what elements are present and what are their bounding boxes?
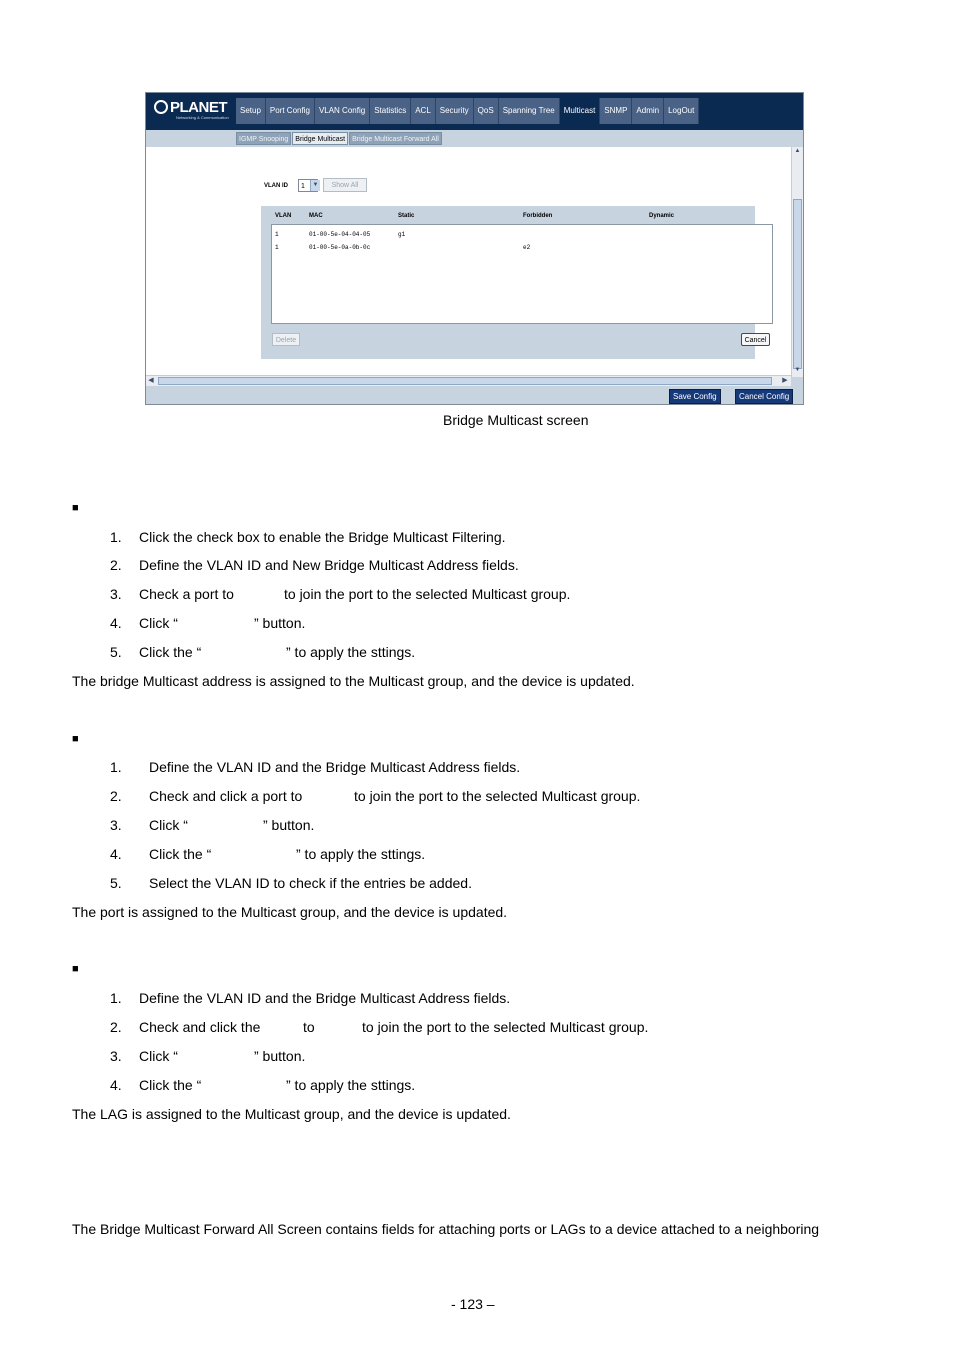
step-text: to join the port to the selected Multicast group. [362,1019,649,1035]
vlan-id-label: VLAN ID [264,183,288,189]
logo-ring-icon [154,100,168,114]
section-summary: The port is assigned to the Multicast group, and the device is updated. [72,904,508,920]
vlan-id-select[interactable]: 1 [298,179,318,192]
section-bullet: ■ [72,733,79,745]
step-text: Define the VLAN ID and the Bridge Multicast Address fields. [139,990,511,1006]
menu-item-setup[interactable]: Setup [236,98,266,124]
cell-mac: 01-00-5e-04-04-05 [309,231,371,238]
step-number: 2. [110,557,122,573]
bridge-multicast-screenshot [145,92,804,405]
content-area [146,147,791,377]
sub-menu [236,132,443,145]
step-text: Click “ [139,615,178,631]
scroll-up-icon[interactable]: ▲ [794,148,801,154]
step-number: 4. [110,1077,122,1093]
figure-caption: Bridge Multicast screen [443,412,589,428]
step-text: ” button. [254,615,306,631]
menu-item-logout[interactable]: LogOut [664,98,699,124]
horizontal-scrollbar[interactable] [146,375,791,386]
step-text: ” to apply the sttings. [286,644,416,660]
step-number: 1. [110,990,122,1006]
section-summary: The bridge Multicast address is assigned to the Multicast group, and the device is updated. [72,673,635,689]
step-number: 2. [110,788,122,804]
menu-item-port-config[interactable]: Port Config [266,98,315,124]
step-text: to [303,1019,315,1035]
footer-bar [146,386,803,404]
vertical-scrollbar[interactable] [791,147,803,377]
tab-igmp-snooping[interactable]: IGMP Snooping [236,132,291,145]
scroll-right-icon[interactable]: ▶ [782,377,788,384]
table-body [271,224,773,324]
menu-item-acl[interactable]: ACL [411,98,436,124]
step-number: 3. [110,586,122,602]
cell-forbidden: e2 [523,244,531,251]
step-text: Click “ [139,1048,178,1064]
step-text: ” button. [254,1048,306,1064]
step-number: 5. [110,644,122,660]
step-text: Click the “ [139,1077,202,1093]
cancel-config-button[interactable]: Cancel Config [735,389,793,404]
step-number: 4. [110,615,122,631]
tab-bridge-multicast-forward-all[interactable]: Bridge Multicast Forward All [349,132,442,145]
step-text: Define the VLAN ID and the Bridge Multicast Address fields. [149,759,521,775]
step-text: Click the “ [139,644,202,660]
step-text: Click the check box to enable the Bridge Multicast Filtering. [139,529,506,545]
logo-text: PLANET [170,99,227,116]
step-number: 5. [110,875,122,891]
step-number: 3. [110,1048,122,1064]
section-summary: The LAG is assigned to the Multicast group, and the device is updated. [72,1106,511,1122]
step-text: Click the “ [149,846,212,862]
step-text: ” to apply the sttings. [286,1077,416,1093]
step-text: to join the port to the selected Multicast group. [284,586,571,602]
menu-item-spanning-tree[interactable]: Spanning Tree [499,98,560,124]
vertical-scroll-thumb[interactable] [793,199,802,369]
step-text: ” button. [263,817,315,833]
step-text: Check a port to [139,586,234,602]
col-header-mac: MAC [309,213,323,219]
logo-subtitle: Networking & Communication [176,115,229,120]
col-header-vlan: VLAN [275,213,292,219]
step-text: Click “ [149,817,188,833]
cell-vlan: 1 [275,244,279,251]
col-header-static: Static [398,213,415,219]
scroll-down-icon[interactable]: ▼ [794,367,801,373]
menu-item-security[interactable]: Security [436,98,474,124]
top-header-bar [146,93,803,130]
section-bullet: ■ [72,963,79,975]
main-menu [236,103,699,120]
delete-button[interactable]: Delete [272,333,300,346]
menu-item-statistics[interactable]: Statistics [370,98,411,124]
col-header-dynamic: Dynamic [649,213,675,219]
cell-mac: 01-00-5e-0a-0b-0c [309,244,371,251]
cell-static: g1 [398,231,406,238]
step-text: Check and click the [139,1019,261,1035]
scroll-left-icon[interactable]: ◀ [148,377,154,384]
cell-vlan: 1 [275,231,279,238]
step-text: Define the VLAN ID and New Bridge Multicast Address fields. [139,557,519,573]
show-all-button[interactable]: Show All [323,178,367,192]
step-number: 1. [110,529,122,545]
step-text: Select the VLAN ID to check if the entries be added. [149,875,472,891]
horizontal-scroll-thumb[interactable] [158,377,772,385]
forward-all-intro: The Bridge Multicast Forward All Screen contains fields for attaching ports or LAGs to a device attached to a neighboring [72,1221,820,1237]
save-config-button[interactable]: Save Config [669,389,721,404]
step-text: to join the port to the selected Multicast group. [354,788,641,804]
cancel-button[interactable]: Cancel [741,333,770,346]
step-text: Check and click a port to [149,788,303,804]
multicast-table-panel [261,206,767,359]
menu-item-admin[interactable]: Admin [632,98,664,124]
step-number: 4. [110,846,122,862]
chevron-down-icon[interactable]: ▼ [310,180,320,191]
menu-item-snmp[interactable]: SNMP [600,98,632,124]
step-text: ” to apply the sttings. [296,846,426,862]
tab-bridge-multicast[interactable]: Bridge Multicast [292,132,348,145]
menu-item-qos[interactable]: QoS [474,98,499,124]
menu-item-multicast[interactable]: Multicast [560,98,601,124]
step-number: 1. [110,759,122,775]
page-number: - 123 – [451,1296,495,1312]
planet-logo [154,99,227,116]
step-number: 3. [110,817,122,833]
menu-item-vlan-config[interactable]: VLAN Config [315,98,370,124]
section-bullet: ■ [72,502,79,514]
col-header-forbidden: Forbidden [523,213,553,219]
step-number: 2. [110,1019,122,1035]
